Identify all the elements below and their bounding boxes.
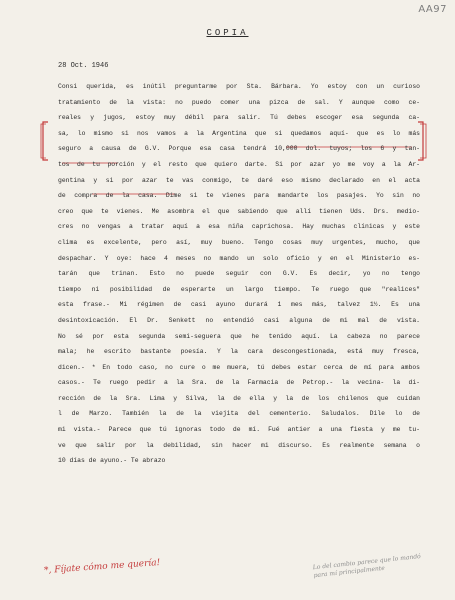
- letter-line: sa, lo mismo si nos vamos a la Argentina que si quedamos aquí- que es lo más: [58, 129, 420, 137]
- letter-line: mala; he escrito bastante poesía. Y la cara descongestionada, está muy fresca,: [58, 348, 420, 356]
- letter-line: despachar. Y oye: hace 4 meses no mando un solo oficio y en el Ministerio es-: [58, 254, 420, 262]
- letter-line: 10 días de ayuno.- Te abrazo: [58, 457, 166, 465]
- left-bracket-mark: [43, 122, 48, 160]
- letter-line: esta frase.- Mi régimen de casi ayuno durará 1 mes más, talvez 1½. Es una: [58, 301, 420, 309]
- red-handwritten-note: *, Fíjate cómo me quería!: [43, 557, 161, 577]
- pencil-handwritten-note: Lo del cambio parece que lo mandó para mí principalmente: [312, 552, 422, 580]
- letter-line: creo que te vienes. Me asombra el que sabiendo que allí tienen Uds. Drs. medio-: [58, 207, 420, 215]
- letter-line: dicen.- * En todo caso, no cure o me muera, tú debes estar cerca de mí para ambos: [58, 363, 420, 371]
- letter-line: mi vista.- Parece que tú ignoras todo de mí. Fué antier a una fiesta y me tu-: [58, 426, 420, 434]
- letter-line: No sé por esta segunda semi-seguera que he tenido aquí. La cabeza no parece: [58, 332, 420, 340]
- letter-line: gentina y si por azar te vas conmigo, te daré eso mismo declarado en el acta: [58, 176, 420, 184]
- document-title: COPIA: [206, 28, 249, 38]
- letter-line: tiempo ni posibilidad de esperarte un largo tiempo. Te ruego que "realices": [58, 285, 420, 293]
- letter-line: clima es excelente, pero así, muy bueno. Tengo cosas muy urgentes, mucho, que: [58, 238, 420, 246]
- letter-line: desintoxicación. El Dr. Senkett no entendió casi alguna de mi mal de vista.: [58, 316, 420, 324]
- letter-line: reales y jugos, estoy muy débil para salir. Tú debes escoger esa segunda ca-: [58, 114, 420, 122]
- letter-line: tos de tu porción y el resto que quiero darte. Si por azar yo me voy a la Ar-: [58, 160, 420, 168]
- letter-line: casos.- Te ruego pedir a la Sra. de la Farmacia de Petrop.- la vecina- la di-: [58, 379, 420, 387]
- archive-reference-number: AA97: [418, 4, 447, 15]
- letter-line: rección de la Sra. Lima y Silva, la de ella y la de los chilenos que cuidan: [58, 394, 420, 402]
- letter-line: l de Marzo. También la de la viejita del cementerio. Saludalos. Dile lo de: [58, 410, 420, 418]
- letter-line: tarán que trinan. Esto no puede seguir con G.V. Es decir, yo no tengo: [58, 270, 420, 278]
- letter-line: de compra de la casa. Dime si te vienes para mandarte los pasajes. Yo sin no: [58, 192, 420, 200]
- letter-date: 28 Oct. 1946: [58, 62, 109, 70]
- letter-line: seguro a causa de G.V. Porque esa casa tendrá 10,000 dol. tuyos; los 6 y tan-: [58, 145, 420, 153]
- letter-line: ve que salir por la debilidad, sin hacer mi discurso. Es realmente semana o: [58, 441, 420, 449]
- letter-body: [58, 79, 420, 469]
- letter-line: cres no vengas a tratar aquí a esa niña caprichosa. Hay muchas clínicas y este: [58, 223, 420, 231]
- letter-line: tratamiento de la vista: no puedo comer una pizca de sal. Y aunque como ce-: [58, 98, 420, 106]
- letter-line: Consi querida, es inútil preguntarme por Sta. Bárbara. Yo estoy con un curioso: [58, 83, 420, 90]
